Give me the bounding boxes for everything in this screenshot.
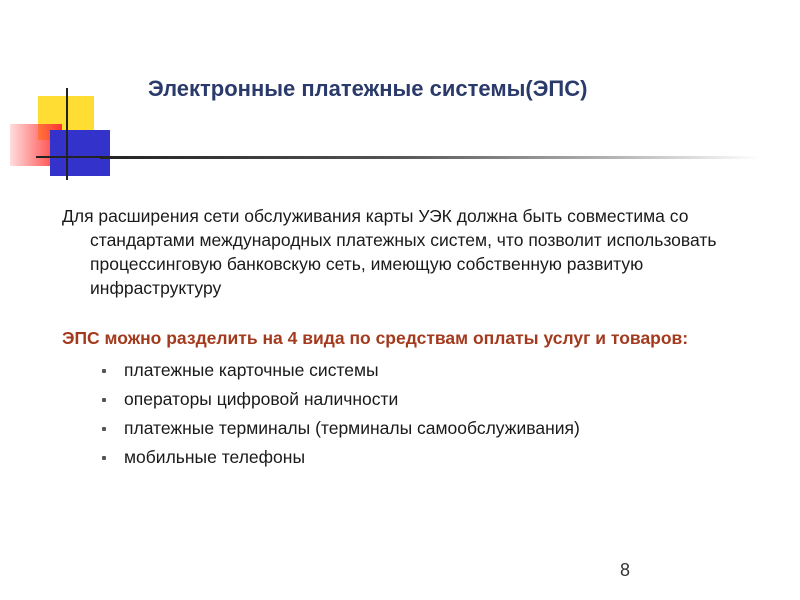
- bullet-text: платежные терминалы (терминалы самообслуживания): [124, 418, 580, 438]
- title-underline: [100, 156, 760, 159]
- list-item: [102, 356, 762, 385]
- list-item: [102, 414, 762, 443]
- bullet-dot-icon: [102, 369, 106, 373]
- bullet-text: операторы цифровой наличности: [124, 389, 399, 409]
- slide-body: [62, 204, 762, 472]
- bullet-list: [62, 356, 762, 472]
- slide-title: Электронные платежные системы(ЭПС): [148, 76, 588, 101]
- bullet-dot-icon: [102, 398, 106, 402]
- list-item: [102, 443, 762, 472]
- decorative-logo: [0, 0, 120, 190]
- page-number: 8: [620, 560, 631, 580]
- logo-blue-square: [50, 130, 110, 176]
- intro-paragraph: Для расширения сети обслуживания карты УЭК должна быть совместима со стандартами международных платежных систем, что позволит использовать процессинговую банковскую сеть, имеющую собственную развитую инфраструктуру: [62, 206, 717, 298]
- bullet-text: платежные карточные системы: [124, 360, 379, 380]
- bullet-dot-icon: [102, 456, 106, 460]
- subheading: ЭПС можно разделить на 4 вида по средствам оплаты услуг и товаров:: [62, 328, 689, 348]
- bullet-text: мобильные телефоны: [124, 447, 306, 467]
- logo-vertical-line: [66, 88, 68, 180]
- bullet-dot-icon: [102, 427, 106, 431]
- list-item: [102, 385, 762, 414]
